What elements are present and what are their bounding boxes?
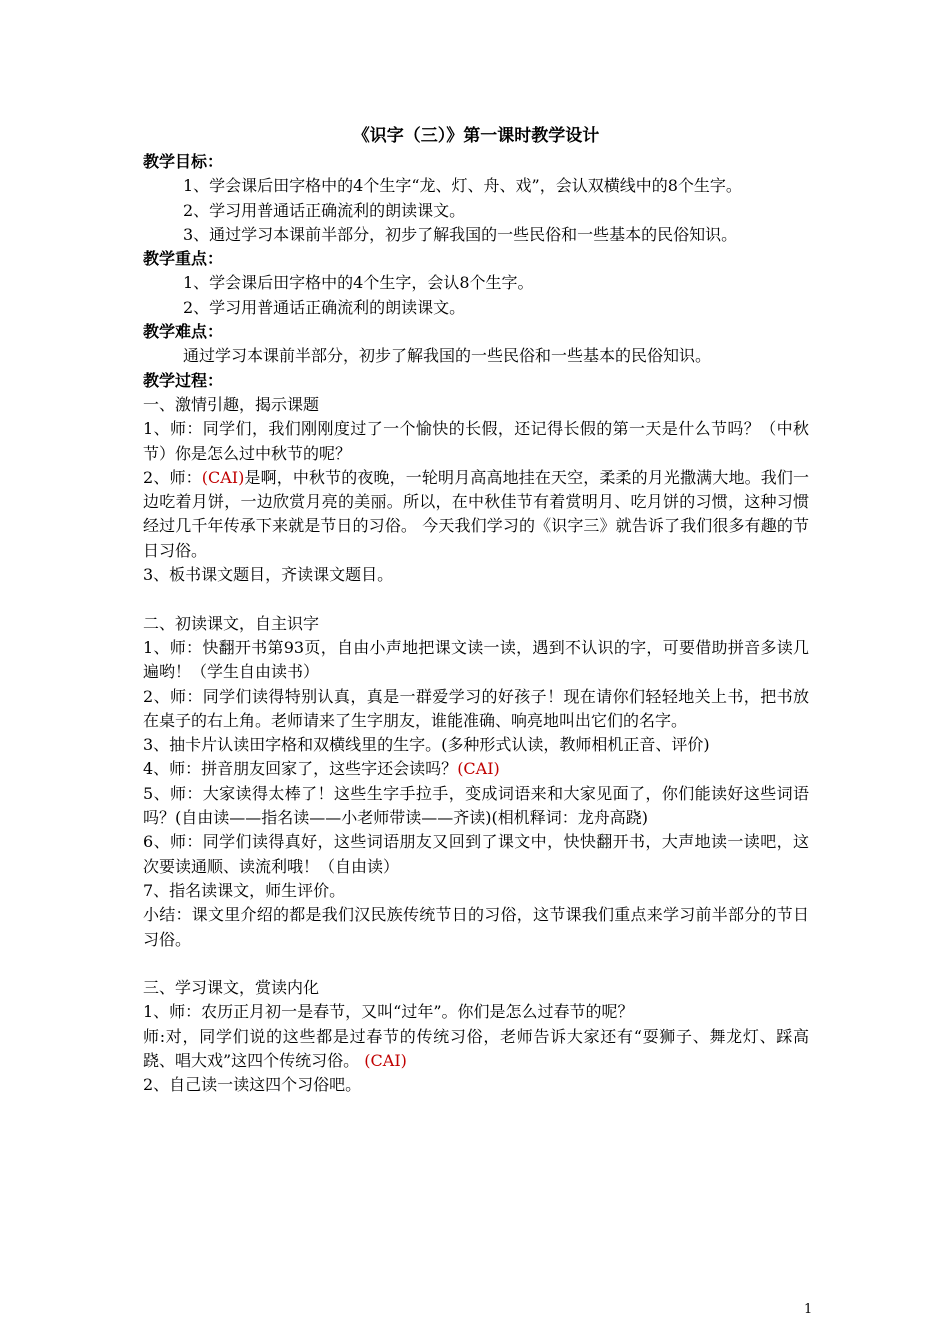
key-points-heading: 教学重点： — [143, 249, 224, 269]
process-paragraph: 3、板书课文题目，齐读课文题目。 — [143, 565, 394, 585]
blank-line — [143, 587, 809, 611]
document-body — [143, 124, 809, 1098]
page-number: 1 — [804, 1302, 813, 1317]
cai-marker: (CAI) — [364, 1050, 407, 1070]
key-point-item: 1、学会课后田字格中的4个生字，会认8个生字。 — [183, 273, 534, 293]
process-paragraph: 7、指名读课文，师生评价。 — [143, 880, 346, 900]
paragraph-prefix: 2、师： — [143, 467, 202, 487]
process-paragraph: 3、抽卡片认读田字格和双横线里的生字。(多种形式认读，教师相机正音、评价) — [143, 735, 710, 755]
process-paragraph: 1、师：快翻开书第93页，自由小声地把课文读一读，遇到不认识的字，可要借助拼音多读几遍哟！（学生自由读书） — [143, 637, 809, 682]
process-paragraph: 2、自己读一读这四个习俗吧。 — [143, 1075, 362, 1095]
process-paragraph: 6、师：同学们读得真好，这些词语朋友又回到了课文中，快快翻开书，大声地读一读吧，这次要读通顺、读流利哦！（自由读） — [143, 832, 809, 876]
goal-item: 1、学会课后田字格中的4个生字“龙、灯、舟、戏”，会认双横线中的8个生字。 — [183, 176, 742, 196]
section-title: 一、激情引趣，揭示课题 — [143, 394, 320, 414]
process-paragraph — [143, 466, 809, 563]
section-title: 二、初读课文，自主识字 — [143, 613, 320, 633]
difficulties-text: 通过学习本课前半部分，初步了解我国的一些民俗和一些基本的民俗知识。 — [183, 346, 712, 366]
cai-marker: (CAI) — [201, 467, 245, 487]
goals-heading: 教学目标： — [143, 152, 224, 171]
paragraph-text: 4、师：拼音朋友回家了，这些字还会读吗？ — [143, 759, 458, 779]
key-point-item: 2、学习用普通话正确流利的朗读课文。 — [183, 297, 466, 317]
section-summary: 小结：课文里介绍的都是我们汉民族传统节日的习俗，这节课我们重点来学习前半部分的节日习俗。 — [143, 905, 809, 949]
section-title: 三、学习课文，赏读内化 — [143, 978, 320, 998]
paragraph-text: 是啊，中秋节的夜晚，一轮明月高高地挂在天空，柔柔的月光撒满大地。我们一边吃着月饼，一边欣赏月亮的美丽。所以，在中秋佳节有着赏明月、吃月饼的习惯，这种习惯经过几千年传承下来就是节日的习俗。 今天我们学习的《识字三》就告诉了我们很多有趣的节日习俗。 — [143, 467, 809, 560]
process-paragraph — [143, 757, 809, 781]
difficulties-heading: 教学难点： — [143, 322, 224, 342]
blank-line — [143, 952, 809, 976]
goal-item: 2、学习用普通话正确流利的朗读课文。 — [183, 200, 466, 220]
process-paragraph — [143, 1025, 809, 1074]
process-paragraph: 5、师：大家读得太棒了！这些生字手拉手，变成词语来和大家见面了，你们能读好这些词语吗？(自由读——指名读——小老师带读——齐读)(相机释词：龙舟高跷) — [143, 783, 809, 828]
process-paragraph: 2、师：同学们读得特别认真，真是一群爱学习的好孩子！现在请你们轻轻地关上书，把书放在桌子的右上角。老师请来了生字朋友，谁能准确、响亮地叫出它们的名字。 — [143, 686, 809, 730]
cai-marker: (CAI) — [457, 759, 500, 779]
document-title: 《识字（三）》第一课时教学设计 — [352, 126, 600, 146]
process-paragraph: 1、师：同学们，我们刚刚度过了一个愉快的长假，还记得长假的第一天是什么节吗？（中秋节）你是怎么过中秋节的呢？ — [143, 419, 809, 463]
process-heading: 教学过程： — [143, 370, 224, 390]
paragraph-text: 师:对，同学们说的这些都是过春节的传统习俗，老师告诉大家还有“耍狮子、舞龙灯、踩高跷、唱大戏”这四个传统习俗。 — [143, 1026, 809, 1070]
goal-item: 3、通过学习本课前半部分，初步了解我国的一些民俗和一些基本的民俗知识。 — [183, 224, 738, 244]
process-paragraph: 1、师：农历正月初一是春节，又叫“过年”。你们是怎么过春节的呢？ — [143, 1002, 634, 1022]
